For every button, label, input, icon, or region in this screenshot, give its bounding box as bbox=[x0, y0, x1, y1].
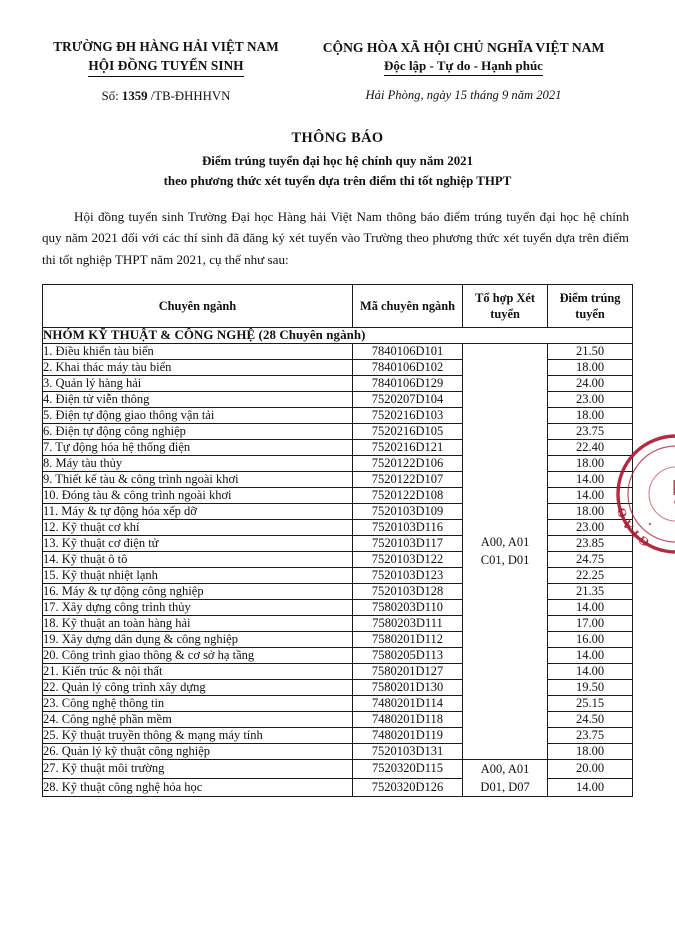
cell-admission-score: 14.00 bbox=[548, 599, 633, 615]
cell-major-name: 24. Công nghệ phần mềm bbox=[43, 711, 353, 727]
cell-admission-score: 24.00 bbox=[548, 375, 633, 391]
scores-table-container bbox=[40, 284, 635, 798]
national-motto: Độc lập - Tự do - Hạnh phúc bbox=[384, 58, 543, 76]
document-number-prefix: Số: bbox=[101, 89, 119, 104]
combination-line-1: A00, A01 bbox=[480, 761, 530, 776]
cell-major-name: 2. Khai thác máy tàu biển bbox=[43, 359, 353, 375]
document-subtitle-line-2: theo phương thức xét tuyển dựa trên điểm thi tốt nghiệp THPT bbox=[163, 173, 512, 188]
group-header-row bbox=[43, 327, 633, 343]
column-header-score: Điểm trúng tuyển bbox=[548, 284, 633, 327]
cell-admission-score: 14.00 bbox=[548, 487, 633, 503]
table-body bbox=[43, 327, 633, 796]
document-subtitle-line-1: Điểm trúng tuyển đại học hệ chính quy năm 2021 bbox=[201, 154, 474, 169]
cell-major-name: 28. Kỹ thuật công nghệ hóa học bbox=[43, 778, 353, 797]
cell-major-name: 12. Kỹ thuật cơ khí bbox=[43, 519, 353, 535]
cell-major-code: 7580203D110 bbox=[352, 599, 462, 615]
cell-admission-score: 18.00 bbox=[548, 743, 633, 759]
national-title: CỘNG HÒA XÃ HỘI CHỦ NGHĨA VIỆT NAM bbox=[322, 40, 605, 55]
cell-admission-score: 23.00 bbox=[548, 391, 633, 407]
group-header-label: NHÓM KỸ THUẬT & CÔNG NGHỆ (28 Chuyên ngành) bbox=[43, 327, 633, 343]
admissions-council-label: HỘI ĐỒNG TUYỂN SINH bbox=[88, 57, 243, 78]
cell-admission-score: 14.00 bbox=[548, 647, 633, 663]
cell-major-code: 7520122D107 bbox=[352, 471, 462, 487]
cell-major-code: 7520207D104 bbox=[352, 391, 462, 407]
cell-major-name: 27. Kỹ thuật môi trường bbox=[43, 759, 353, 778]
cell-admission-score: 24.50 bbox=[548, 711, 633, 727]
cell-major-name: 14. Kỹ thuật ô tô bbox=[43, 551, 353, 567]
cell-admission-score: 14.00 bbox=[548, 663, 633, 679]
cell-major-code: 7580205D113 bbox=[352, 647, 462, 663]
cell-major-name: 11. Máy & tự động hóa xếp dỡ bbox=[43, 503, 353, 519]
cell-major-name: 23. Công nghệ thông tin bbox=[43, 695, 353, 711]
cell-major-name: 16. Máy & tự động công nghiệp bbox=[43, 583, 353, 599]
cell-admission-score: 14.00 bbox=[548, 778, 633, 797]
cell-major-name: 1. Điều khiển tàu biển bbox=[43, 343, 353, 359]
combination-line-2: C01, D01 bbox=[480, 553, 530, 568]
cell-major-name: 13. Kỹ thuật cơ điện tử bbox=[43, 535, 353, 551]
place-and-date: Hải Phòng, ngày 15 tháng 9 năm 2021 bbox=[365, 88, 562, 103]
cell-major-code: 7520103D131 bbox=[352, 743, 462, 759]
cell-major-name: 22. Quản lý công trình xây dựng bbox=[43, 679, 353, 695]
cell-major-code: 7520216D105 bbox=[352, 423, 462, 439]
cell-major-code: 7520122D108 bbox=[352, 487, 462, 503]
cell-admission-score: 18.00 bbox=[548, 407, 633, 423]
cell-admission-score: 23.85 bbox=[548, 535, 633, 551]
cell-admission-score: 25.15 bbox=[548, 695, 633, 711]
cell-major-code: 7480201D118 bbox=[352, 711, 462, 727]
cell-admission-score: 22.40 bbox=[548, 439, 633, 455]
cell-major-code: 7520320D115 bbox=[352, 759, 462, 778]
column-header-code: Mã chuyên ngành bbox=[352, 284, 462, 327]
table-header-row bbox=[43, 284, 633, 327]
cell-subject-combination bbox=[463, 759, 548, 796]
cell-major-name: 19. Xây dựng dân dụng & công nghiệp bbox=[43, 631, 353, 647]
cell-major-code: 7580203D111 bbox=[352, 615, 462, 631]
cell-major-name: 21. Kiến trúc & nội thất bbox=[43, 663, 353, 679]
document-number-value: 1359 bbox=[121, 89, 148, 104]
cell-admission-score: 17.00 bbox=[548, 615, 633, 631]
cell-major-name: 17. Xây dựng công trình thủy bbox=[43, 599, 353, 615]
cell-major-name: 20. Công trình giao thông & cơ sở hạ tầng bbox=[43, 647, 353, 663]
cell-major-code: 7520122D106 bbox=[352, 455, 462, 471]
svg-text:GIAO: GIAO bbox=[614, 502, 652, 550]
cell-major-name: 4. Điện tử viễn thông bbox=[43, 391, 353, 407]
cell-major-name: 5. Điện tự động giao thông vận tải bbox=[43, 407, 353, 423]
cell-major-code: 7580201D130 bbox=[352, 679, 462, 695]
letterhead bbox=[40, 36, 635, 104]
cell-major-code: 7840106D102 bbox=[352, 359, 462, 375]
cell-admission-score: 23.00 bbox=[548, 519, 633, 535]
cell-admission-score: 18.00 bbox=[548, 503, 633, 519]
cell-admission-score: 16.00 bbox=[548, 631, 633, 647]
cell-major-name: 26. Quản lý kỹ thuật công nghiệp bbox=[43, 743, 353, 759]
cell-admission-score: 14.00 bbox=[548, 471, 633, 487]
cell-admission-score: 18.00 bbox=[548, 359, 633, 375]
cell-major-name: 8. Máy tàu thủy bbox=[43, 455, 353, 471]
table-row bbox=[43, 759, 633, 778]
cell-major-name: 6. Điện tự động công nghiệp bbox=[43, 423, 353, 439]
cell-major-code: 7580201D112 bbox=[352, 631, 462, 647]
cell-major-code: 7480201D119 bbox=[352, 727, 462, 743]
cell-major-name: 9. Thiết kế tàu & công trình ngoài khơi bbox=[43, 471, 353, 487]
cell-admission-score: 21.50 bbox=[548, 343, 633, 359]
cell-major-name: 10. Đóng tàu & công trình ngoài khơi bbox=[43, 487, 353, 503]
national-heading-block bbox=[292, 36, 635, 103]
cell-major-code: 7520103D116 bbox=[352, 519, 462, 535]
table-header bbox=[43, 284, 633, 327]
cell-admission-score: 18.00 bbox=[548, 455, 633, 471]
intro-paragraph: Hội đồng tuyển sinh Trường Đại học Hàng hải Việt Nam thông báo điểm trúng tuyển đại học hệ chính quy năm 2021 đối với các thí sinh đã đăng ký xét tuyển vào Trường theo phương thức xét tuyển dựa trên điểm thi tốt nghiệp THPT năm 2021, cụ thể như sau: bbox=[42, 209, 629, 267]
cell-admission-score: 23.75 bbox=[548, 423, 633, 439]
cell-major-code: 7520103D117 bbox=[352, 535, 462, 551]
cell-major-name: 25. Kỹ thuật truyền thông & mạng máy tính bbox=[43, 727, 353, 743]
combination-line-2: D01, D07 bbox=[480, 780, 530, 795]
cell-admission-score: 24.75 bbox=[548, 551, 633, 567]
cell-admission-score: 20.00 bbox=[548, 759, 633, 778]
cell-subject-combination bbox=[463, 343, 548, 759]
combination-line-1: A00, A01 bbox=[480, 535, 530, 550]
cell-major-code: 7580201D127 bbox=[352, 663, 462, 679]
cell-major-name: 7. Tự động hóa hệ thống điện bbox=[43, 439, 353, 455]
document-title: THÔNG BÁO bbox=[291, 130, 384, 147]
cell-major-code: 7520320D126 bbox=[352, 778, 462, 797]
cell-major-code: 7480201D114 bbox=[352, 695, 462, 711]
cell-major-name: 15. Kỹ thuật nhiệt lạnh bbox=[43, 567, 353, 583]
table-row bbox=[43, 343, 633, 359]
cell-admission-score: 19.50 bbox=[548, 679, 633, 695]
cell-major-name: 3. Quản lý hàng hải bbox=[43, 375, 353, 391]
cell-major-code: 7520103D128 bbox=[352, 583, 462, 599]
cell-major-code: 7840106D129 bbox=[352, 375, 462, 391]
cell-admission-score: 22.25 bbox=[548, 567, 633, 583]
title-block bbox=[40, 130, 635, 190]
cell-admission-score: 21.35 bbox=[548, 583, 633, 599]
cell-major-code: 7520216D121 bbox=[352, 439, 462, 455]
cell-major-code: 7520103D122 bbox=[352, 551, 462, 567]
cell-major-code: 7520216D103 bbox=[352, 407, 462, 423]
column-header-combination: Tổ hợp Xét tuyển bbox=[463, 284, 548, 327]
organization-name: TRƯỜNG ĐH HÀNG HẢI VIỆT NAM bbox=[53, 39, 279, 54]
document-number-suffix: /TB-ĐHHHVN bbox=[150, 89, 231, 104]
document-number bbox=[40, 89, 292, 104]
cell-major-name: 18. Kỹ thuật an toàn hàng hải bbox=[43, 615, 353, 631]
cell-major-code: 7520103D123 bbox=[352, 567, 462, 583]
cell-major-code: 7520103D109 bbox=[352, 503, 462, 519]
issuing-organization-block bbox=[40, 36, 292, 104]
column-header-major: Chuyên ngành bbox=[43, 284, 353, 327]
cell-major-code: 7840106D101 bbox=[352, 343, 462, 359]
admission-scores-table bbox=[42, 284, 633, 798]
cell-admission-score: 23.75 bbox=[548, 727, 633, 743]
